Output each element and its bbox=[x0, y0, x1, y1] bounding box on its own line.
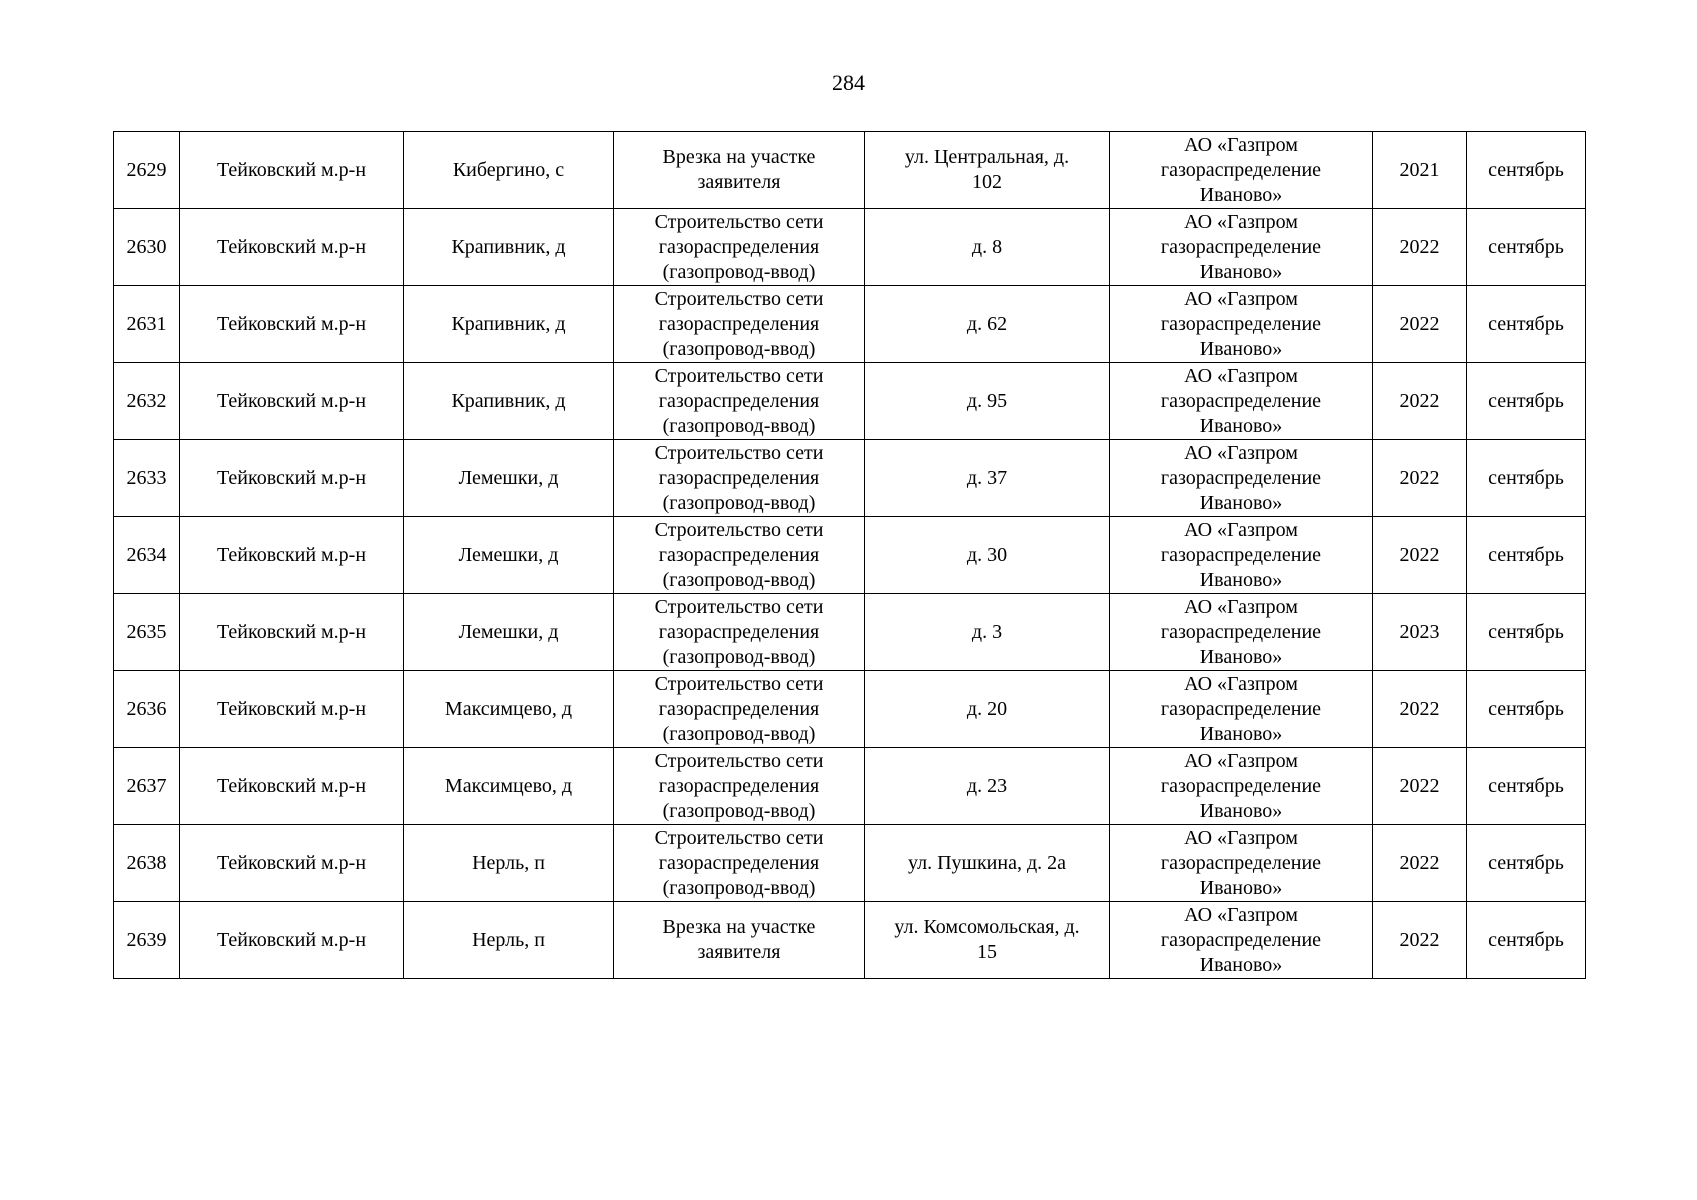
cell-month: сентябрь bbox=[1467, 517, 1586, 594]
cell-month: сентябрь bbox=[1467, 363, 1586, 440]
cell-address: ул. Комсомольская, д. 15 bbox=[865, 902, 1110, 979]
cell-organization: АО «Газпром газораспределение Иваново» bbox=[1110, 440, 1373, 517]
cell-district: Тейковский м.р-н bbox=[180, 363, 404, 440]
cell-number: 2629 bbox=[114, 132, 180, 209]
cell-address: д. 37 bbox=[865, 440, 1110, 517]
cell-number: 2636 bbox=[114, 671, 180, 748]
cell-work-type: Строительство сети газораспределения (газопровод-ввод) bbox=[614, 594, 865, 671]
cell-year: 2022 bbox=[1373, 209, 1467, 286]
cell-address: д. 8 bbox=[865, 209, 1110, 286]
cell-year: 2022 bbox=[1373, 363, 1467, 440]
cell-month: сентябрь bbox=[1467, 132, 1586, 209]
cell-work-type: Строительство сети газораспределения (газопровод-ввод) bbox=[614, 286, 865, 363]
cell-work-type: Строительство сети газораспределения (газопровод-ввод) bbox=[614, 363, 865, 440]
table-row bbox=[114, 748, 1586, 825]
cell-work-type: Строительство сети газораспределения (газопровод-ввод) bbox=[614, 825, 865, 902]
cell-address: ул. Центральная, д. 102 bbox=[865, 132, 1110, 209]
table-row bbox=[114, 594, 1586, 671]
cell-year: 2022 bbox=[1373, 671, 1467, 748]
cell-month: сентябрь bbox=[1467, 902, 1586, 979]
cell-work-type: Строительство сети газораспределения (газопровод-ввод) bbox=[614, 517, 865, 594]
cell-locality: Максимцево, д bbox=[404, 671, 614, 748]
cell-address: ул. Пушкина, д. 2а bbox=[865, 825, 1110, 902]
cell-year: 2021 bbox=[1373, 132, 1467, 209]
cell-district: Тейковский м.р-н bbox=[180, 825, 404, 902]
cell-locality: Крапивник, д bbox=[404, 363, 614, 440]
cell-organization: АО «Газпром газораспределение Иваново» bbox=[1110, 825, 1373, 902]
cell-address: д. 62 bbox=[865, 286, 1110, 363]
cell-organization: АО «Газпром газораспределение Иваново» bbox=[1110, 594, 1373, 671]
cell-locality: Крапивник, д bbox=[404, 209, 614, 286]
cell-locality: Лемешки, д bbox=[404, 517, 614, 594]
cell-work-type: Строительство сети газораспределения (газопровод-ввод) bbox=[614, 671, 865, 748]
cell-district: Тейковский м.р-н bbox=[180, 517, 404, 594]
cell-work-type: Строительство сети газораспределения (газопровод-ввод) bbox=[614, 748, 865, 825]
cell-organization: АО «Газпром газораспределение Иваново» bbox=[1110, 363, 1373, 440]
cell-organization: АО «Газпром газораспределение Иваново» bbox=[1110, 517, 1373, 594]
cell-work-type: Врезка на участке заявителя bbox=[614, 902, 865, 979]
cell-address: д. 30 bbox=[865, 517, 1110, 594]
cell-organization: АО «Газпром газораспределение Иваново» bbox=[1110, 748, 1373, 825]
cell-month: сентябрь bbox=[1467, 286, 1586, 363]
cell-address: д. 95 bbox=[865, 363, 1110, 440]
cell-number: 2630 bbox=[114, 209, 180, 286]
cell-month: сентябрь bbox=[1467, 440, 1586, 517]
cell-year: 2023 bbox=[1373, 594, 1467, 671]
cell-year: 2022 bbox=[1373, 517, 1467, 594]
cell-district: Тейковский м.р-н bbox=[180, 748, 404, 825]
cell-month: сентябрь bbox=[1467, 594, 1586, 671]
cell-locality: Кибергино, с bbox=[404, 132, 614, 209]
gasification-table bbox=[113, 131, 1586, 979]
table-row bbox=[114, 671, 1586, 748]
cell-organization: АО «Газпром газораспределение Иваново» bbox=[1110, 286, 1373, 363]
cell-number: 2631 bbox=[114, 286, 180, 363]
cell-year: 2022 bbox=[1373, 440, 1467, 517]
cell-year: 2022 bbox=[1373, 748, 1467, 825]
cell-locality: Нерль, п bbox=[404, 825, 614, 902]
cell-month: сентябрь bbox=[1467, 209, 1586, 286]
cell-work-type: Строительство сети газораспределения (газопровод-ввод) bbox=[614, 209, 865, 286]
cell-locality: Нерль, п bbox=[404, 902, 614, 979]
cell-number: 2639 bbox=[114, 902, 180, 979]
table-row bbox=[114, 902, 1586, 979]
table-row bbox=[114, 440, 1586, 517]
cell-month: сентябрь bbox=[1467, 671, 1586, 748]
cell-organization: АО «Газпром газораспределение Иваново» bbox=[1110, 902, 1373, 979]
table-row bbox=[114, 363, 1586, 440]
cell-year: 2022 bbox=[1373, 286, 1467, 363]
page-number: 284 bbox=[832, 70, 865, 95]
cell-locality: Крапивник, д bbox=[404, 286, 614, 363]
table-row bbox=[114, 132, 1586, 209]
cell-year: 2022 bbox=[1373, 902, 1467, 979]
cell-number: 2634 bbox=[114, 517, 180, 594]
cell-number: 2638 bbox=[114, 825, 180, 902]
cell-district: Тейковский м.р-н bbox=[180, 671, 404, 748]
cell-district: Тейковский м.р-н bbox=[180, 209, 404, 286]
cell-district: Тейковский м.р-н bbox=[180, 594, 404, 671]
table-row bbox=[114, 825, 1586, 902]
cell-organization: АО «Газпром газораспределение Иваново» bbox=[1110, 671, 1373, 748]
cell-work-type: Строительство сети газораспределения (газопровод-ввод) bbox=[614, 440, 865, 517]
table-row bbox=[114, 517, 1586, 594]
cell-number: 2632 bbox=[114, 363, 180, 440]
cell-district: Тейковский м.р-н bbox=[180, 132, 404, 209]
table-row bbox=[114, 209, 1586, 286]
cell-district: Тейковский м.р-н bbox=[180, 902, 404, 979]
cell-district: Тейковский м.р-н bbox=[180, 286, 404, 363]
cell-number: 2633 bbox=[114, 440, 180, 517]
cell-district: Тейковский м.р-н bbox=[180, 440, 404, 517]
cell-address: д. 3 bbox=[865, 594, 1110, 671]
cell-organization: АО «Газпром газораспределение Иваново» bbox=[1110, 132, 1373, 209]
cell-locality: Лемешки, д bbox=[404, 594, 614, 671]
cell-address: д. 23 bbox=[865, 748, 1110, 825]
cell-work-type: Врезка на участке заявителя bbox=[614, 132, 865, 209]
cell-number: 2637 bbox=[114, 748, 180, 825]
cell-locality: Максимцево, д bbox=[404, 748, 614, 825]
cell-address: д. 20 bbox=[865, 671, 1110, 748]
table-body bbox=[114, 132, 1586, 979]
table-row bbox=[114, 286, 1586, 363]
cell-locality: Лемешки, д bbox=[404, 440, 614, 517]
cell-organization: АО «Газпром газораспределение Иваново» bbox=[1110, 209, 1373, 286]
cell-year: 2022 bbox=[1373, 825, 1467, 902]
cell-month: сентябрь bbox=[1467, 748, 1586, 825]
cell-number: 2635 bbox=[114, 594, 180, 671]
cell-month: сентябрь bbox=[1467, 825, 1586, 902]
